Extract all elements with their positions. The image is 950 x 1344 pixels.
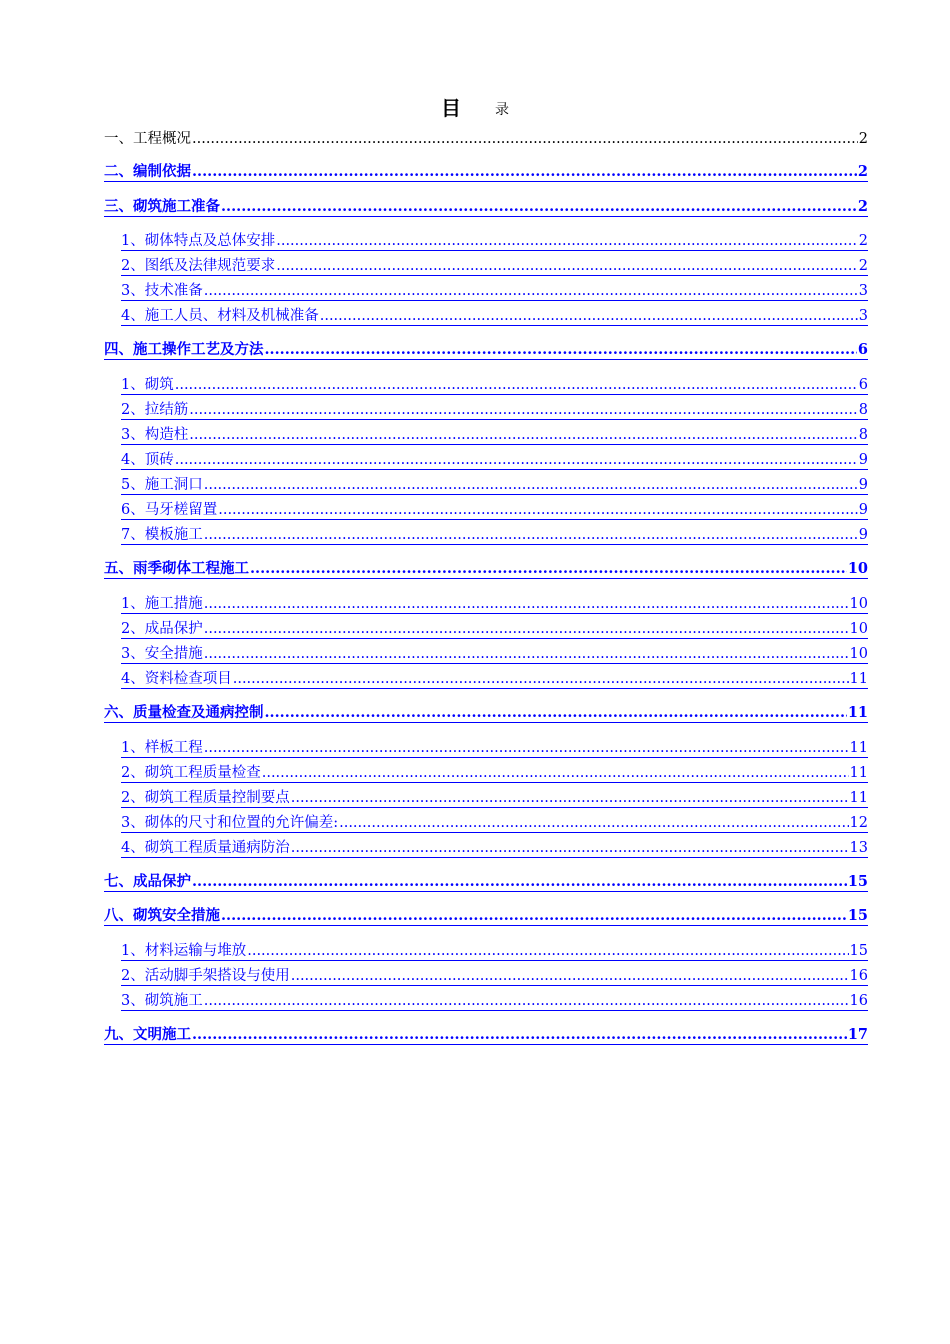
toc-entry-label: 2、拉结筋	[121, 402, 189, 418]
toc-entry-label: 1、样板工程	[121, 740, 203, 756]
toc-entry-subsection[interactable]	[121, 281, 868, 301]
toc-entry-section-1[interactable]	[104, 128, 868, 148]
toc-entry-subsection[interactable]	[121, 813, 868, 833]
toc-leader-dots	[339, 814, 848, 832]
toc-entry-section-2[interactable]	[104, 162, 868, 182]
toc-entry-label: 1、材料运输与堆放	[121, 943, 247, 959]
toc-entry-subsection[interactable]	[121, 669, 868, 689]
toc-entry-page: 3	[858, 308, 868, 324]
toc-entry-subsection[interactable]	[121, 788, 868, 808]
toc-entry-page: 11	[849, 671, 868, 687]
toc-entry-page: 11	[849, 765, 868, 781]
toc-leader-dots	[276, 257, 858, 275]
toc-entry-page: 11	[847, 704, 868, 721]
toc-entry-label: 一、工程概况	[104, 131, 191, 147]
toc-entry-page: 16	[849, 968, 868, 984]
toc-entry-section-9[interactable]	[104, 1025, 868, 1045]
toc-entry-label: 2、砌筑工程质量检查	[121, 765, 261, 781]
toc-entry-label: 八、砌筑安全措施	[104, 907, 220, 924]
toc-leader-dots	[265, 341, 857, 359]
toc-entry-page: 9	[858, 477, 868, 493]
toc-leader-dots	[204, 739, 849, 757]
toc-entry-page: 15	[849, 943, 868, 959]
toc-entry-subsection[interactable]	[121, 838, 868, 858]
toc-entry-label: 3、砌筑施工	[121, 993, 203, 1009]
toc-entry-subsection[interactable]	[121, 500, 868, 520]
toc-entry-label: 4、砌筑工程质量通病防治	[121, 840, 290, 856]
toc-entry-subsection[interactable]	[121, 450, 868, 470]
toc-leader-dots	[218, 501, 858, 519]
toc-entry-label: 4、顶砖	[121, 452, 174, 468]
toc-title-secondary: 录	[495, 102, 509, 118]
toc-leader-dots	[192, 1026, 847, 1044]
toc-entry-page: 6	[858, 377, 868, 393]
toc-entry-page: 16	[849, 993, 868, 1009]
toc-entry-label: 1、砌体特点及总体安排	[121, 233, 276, 249]
toc-entry-page: 9	[858, 452, 868, 468]
toc-entry-label: 2、成品保护	[121, 621, 203, 637]
toc-entry-label: 3、砌体的尺寸和位置的允许偏差:	[121, 815, 339, 831]
toc-leader-dots	[291, 789, 849, 807]
toc-entry-subsection[interactable]	[121, 400, 868, 420]
toc-entry-label: 4、资料检查项目	[121, 671, 232, 687]
toc-entry-page: 10	[849, 596, 868, 612]
toc-entry-label: 6、马牙槎留置	[121, 502, 218, 518]
toc-entry-page: 2	[858, 131, 868, 147]
toc-entry-subsection[interactable]	[121, 231, 868, 251]
toc-entry-label: 五、雨季砌体工程施工	[104, 560, 249, 577]
toc-leader-dots	[175, 376, 858, 394]
toc-entry-label: 1、砌筑	[121, 377, 174, 393]
toc-title	[0, 90, 950, 120]
toc-leader-dots	[192, 163, 857, 181]
toc-entry-section-8[interactable]	[104, 906, 868, 926]
toc-entry-page: 2	[857, 198, 868, 215]
toc-entry-page: 2	[857, 163, 868, 180]
toc-entry-label: 4、施工人员、材料及机械准备	[121, 308, 319, 324]
toc-entry-page: 3	[858, 283, 868, 299]
toc-entry-subsection[interactable]	[121, 375, 868, 395]
toc-entry-section-5[interactable]	[104, 559, 868, 579]
toc-entry-page: 15	[847, 907, 868, 924]
toc-entry-page: 11	[849, 790, 868, 806]
toc-entry-subsection[interactable]	[121, 738, 868, 758]
toc-leader-dots	[204, 282, 858, 300]
toc-entry-label: 四、施工操作工艺及方法	[104, 341, 264, 358]
toc-leader-dots	[189, 401, 858, 419]
toc-entry-label: 7、模板施工	[121, 527, 203, 543]
toc-entry-label: 六、质量检查及通病控制	[104, 704, 264, 721]
toc-leader-dots	[204, 620, 849, 638]
toc-entry-page: 2	[858, 258, 868, 274]
toc-leader-dots	[221, 198, 857, 216]
toc-leader-dots	[250, 560, 847, 578]
toc-entry-label: 3、构造柱	[121, 427, 189, 443]
toc-entry-label: 5、施工洞口	[121, 477, 203, 493]
toc-entry-section-7[interactable]	[104, 872, 868, 892]
toc-entry-page: 12	[849, 815, 868, 831]
toc-entry-subsection[interactable]	[121, 525, 868, 545]
toc-entry-label: 2、砌筑工程质量控制要点	[121, 790, 290, 806]
toc-leader-dots	[276, 232, 858, 250]
toc-entry-page: 8	[858, 427, 868, 443]
toc-leader-dots	[204, 645, 849, 663]
toc-entry-page: 10	[849, 621, 868, 637]
toc-leader-dots	[291, 967, 849, 985]
toc-entry-label: 2、图纸及法律规范要求	[121, 258, 276, 274]
toc-entry-section-3[interactable]	[104, 197, 868, 217]
toc-entry-page: 15	[847, 873, 868, 890]
toc-entry-page: 6	[857, 341, 868, 358]
toc-entry-section-4[interactable]	[104, 340, 868, 360]
toc-leader-dots	[233, 670, 849, 688]
toc-entry-subsection[interactable]	[121, 594, 868, 614]
toc-entry-page: 9	[858, 527, 868, 543]
toc-entry-subsection[interactable]	[121, 619, 868, 639]
toc-entry-page: 11	[849, 740, 868, 756]
toc-leader-dots	[175, 451, 858, 469]
toc-leader-dots	[265, 704, 847, 722]
toc-leader-dots	[204, 595, 849, 613]
toc-entry-page: 10	[849, 646, 868, 662]
toc-title-main: 目	[441, 96, 461, 120]
toc-entry-subsection[interactable]	[121, 941, 868, 961]
toc-entry-section-6[interactable]	[104, 703, 868, 723]
toc-leader-dots	[247, 942, 848, 960]
toc-entry-page: 10	[847, 560, 868, 577]
toc-entry-label: 七、成品保护	[104, 873, 191, 890]
toc-entry-page: 8	[858, 402, 868, 418]
toc-entry-page: 17	[847, 1026, 868, 1043]
toc-leader-dots	[320, 307, 858, 325]
toc-entry-subsection[interactable]	[121, 425, 868, 445]
toc-entry-subsection[interactable]	[121, 644, 868, 664]
toc-entry-subsection[interactable]	[121, 991, 868, 1011]
toc-leader-dots	[189, 426, 858, 444]
toc-leader-dots	[221, 907, 847, 925]
toc-entry-subsection[interactable]	[121, 763, 868, 783]
toc-entry-subsection[interactable]	[121, 256, 868, 276]
toc-entry-page: 2	[858, 233, 868, 249]
toc-entry-label: 九、文明施工	[104, 1026, 191, 1043]
toc-entry-label: 二、编制依据	[104, 163, 191, 180]
toc-entry-page: 13	[849, 840, 868, 856]
toc-entry-label: 2、活动脚手架搭设与使用	[121, 968, 290, 984]
toc-leader-dots	[192, 130, 858, 148]
toc-leader-dots	[204, 476, 858, 494]
toc-entry-label: 3、安全措施	[121, 646, 203, 662]
toc-leader-dots	[204, 526, 858, 544]
toc-entry-label: 三、砌筑施工准备	[104, 198, 220, 215]
toc-entry-subsection[interactable]	[121, 966, 868, 986]
toc-leader-dots	[192, 873, 847, 891]
toc-leader-dots	[291, 839, 849, 857]
toc-entry-subsection[interactable]	[121, 306, 868, 326]
toc-entry-label: 1、施工措施	[121, 596, 203, 612]
toc-leader-dots	[204, 992, 849, 1010]
toc-entry-label: 3、技术准备	[121, 283, 203, 299]
toc-entry-subsection[interactable]	[121, 475, 868, 495]
toc-leader-dots	[262, 764, 849, 782]
toc-entry-page: 9	[858, 502, 868, 518]
